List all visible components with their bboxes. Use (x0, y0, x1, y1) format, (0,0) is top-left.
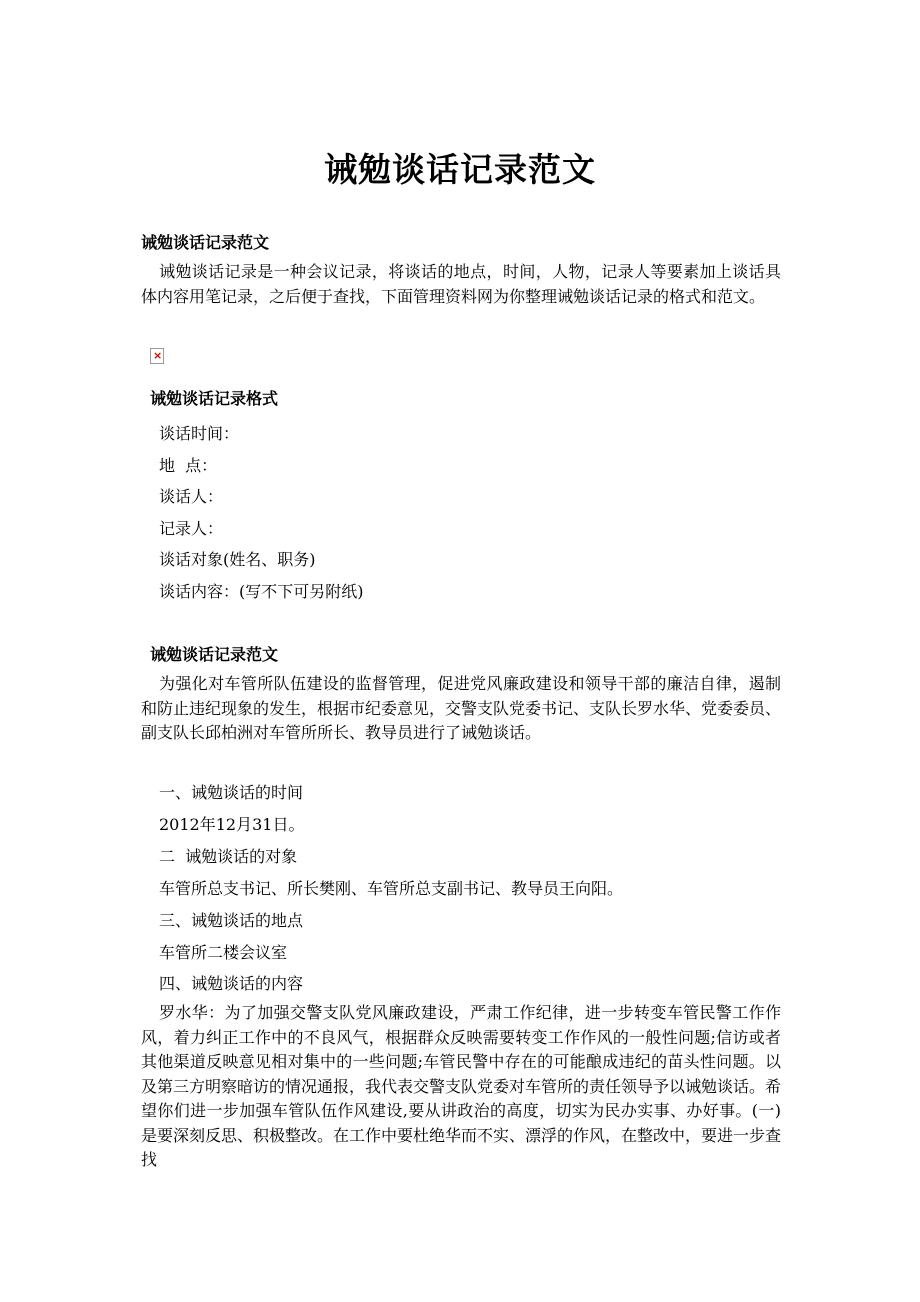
speech-paragraph: 罗水华：为了加强交警支队党风廉政建设，严肃工作纪律，进一步转变车管民警工作作风，着力纠正工作中的不良风气，根据群众反映需要转变工作作风的一般性问题;信访或者其他渠道反映意见相对集中的一些问题;车管民警中存在的可能酿成违纪的苗头性问题。以及第三方明察暗访的情况通报，我代表交警支队党委对车管所的责任领导予以诫勉谈话。希望你们进一步加强车管队伍作风建设,要从讲政治的高度，切实为民办实事、办好事。(一)是要深刻反思、积极整改。在工作中要杜绝华而不实、漂浮的作风，在整改中，要进一步查找 (141, 1003, 782, 1169)
format-field-recorder: 记录人： (159, 519, 224, 538)
format-field-time: 谈话时间： (159, 424, 240, 443)
intro-heading: 诫勉谈话记录范文 (141, 233, 270, 252)
format-field-speaker: 谈话人： (159, 487, 224, 506)
section-subject-heading: 二 诫勉谈话的对象 (159, 847, 298, 866)
document-title: 诫勉谈话记录范文 (324, 150, 596, 189)
section-content-heading: 四、诫勉谈话的内容 (159, 974, 304, 993)
section-subject-value: 车管所总支书记、所长樊刚、车管所总支副书记、教导员王向阳。 (159, 879, 624, 898)
format-heading: 诫勉谈话记录格式 (150, 389, 279, 408)
format-field-place: 地 点： (159, 456, 218, 475)
section-place-value: 车管所二楼会议室 (159, 943, 288, 962)
sample-intro-paragraph: 为强化对车管所队伍建设的监督管理，促进党风廉政建设和领导干部的廉洁自律，遏制和防止违纪现象的发生，根据市纪委意见，交警支队党委书记、支队长罗水华、党委委员、副支队长邱柏洲对车管所所长、教导员进行了诫勉谈话。 (141, 674, 782, 742)
intro-paragraph: 诫勉谈话记录是一种会议记录，将谈话的地点，时间，人物，记录人等要素加上谈话具体内容用笔记录，之后便于查找，下面管理资料网为你整理诫勉谈话记录的格式和范文。 (141, 262, 781, 306)
broken-image-icon: × (150, 348, 164, 364)
format-field-subject: 谈话对象(姓名、职务) (159, 550, 316, 569)
section-time-value: 2012年12月31日。 (159, 815, 305, 834)
sample-heading: 诫勉谈话记录范文 (150, 645, 279, 664)
format-field-content: 谈话内容：(写不下可另附纸) (159, 582, 364, 601)
section-place-heading: 三、诫勉谈话的地点 (159, 911, 304, 930)
section-time-heading: 一、诫勉谈话的时间 (159, 783, 304, 802)
